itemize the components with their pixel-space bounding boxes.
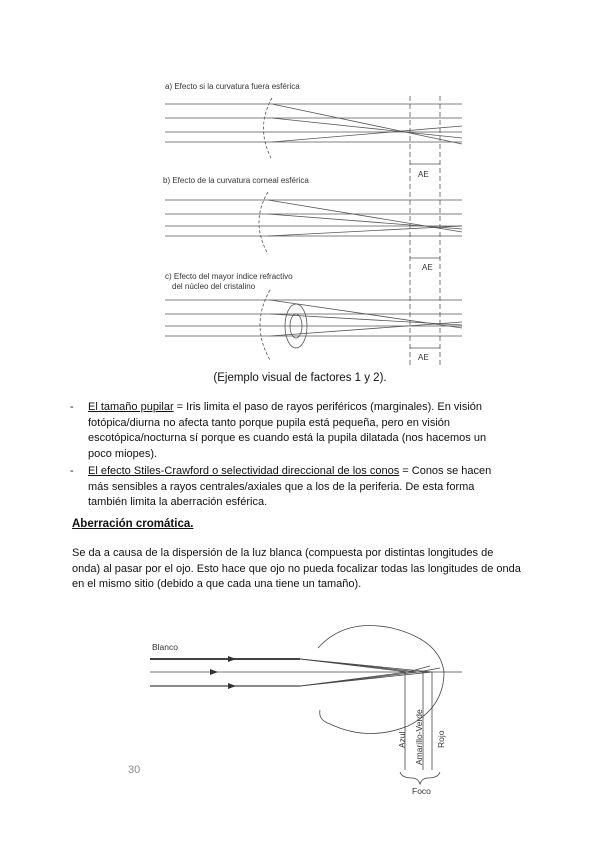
label-amarillo-verde: Amarillo-Verde [414,709,424,765]
page-number: 30 [128,764,141,776]
lens-curve-c [260,290,270,360]
body-paragraph: Se da a causa de la dispersión de la luz blanca (compuesta por distintas longitudes de onda) al pasar por el ojo. Esto hace que ojo no pueda focalizar todas las longitudes de onda en el mismo sitio (debido a que cada una tiene un tamaño). [72,547,521,590]
bullet-term: El tamaño pupilar [88,401,174,413]
spherical-aberration-figure [0,0,600,372]
section-heading: Aberración cromática. [72,518,194,530]
bullet-term: El efecto Stiles-Crawford o selectividad direccional de los conos [88,465,400,477]
bullet-item [70,400,508,462]
bullet-text: = Iris limita el paso de rayos periféricos (marginales). En visión fotópica/diurna no afecta tanto porque pupila está pequeña, pero en visión escotópica/nocturna sí porque es cuando está la pupila dilatada (nos hacemos un poco miopes). [88,401,487,460]
label-blanco: Blanco [152,642,178,652]
focus-brace [400,772,440,784]
label-c-line2: del núcleo del cristalino [172,282,256,291]
label-foco: Foco [412,786,431,796]
bullet-dash: - [70,465,74,477]
bullet-list [70,400,508,513]
lens-curve-b [259,192,268,254]
bullet-dash: - [70,401,74,413]
figure-caption: (Ejemplo visual de factores 1 y 2). [213,372,387,384]
label-rojo: Rojo [436,730,446,748]
ae-label-b: AE [422,263,433,272]
label-a: a) Efecto si la curvatura fuera esférica [165,82,300,91]
label-b: b) Efecto de la curvatura corneal esférica [163,176,309,185]
lens-curve-a [264,98,273,160]
bullet-text: = Conos se hacen más sensibles a rayos centrales/axiales que a los de la periferia. De esta forma también limita la aberración esférica. [88,465,492,508]
chromatic-aberration-figure [0,610,600,810]
ae-label-c: AE [418,353,429,362]
bullet-item [70,464,508,511]
ae-label-a: AE [418,170,429,179]
label-c-line1: c) Efecto del mayor índice refractivo [165,272,293,281]
eye-outline [318,626,444,734]
label-azul: Azul [397,731,407,748]
